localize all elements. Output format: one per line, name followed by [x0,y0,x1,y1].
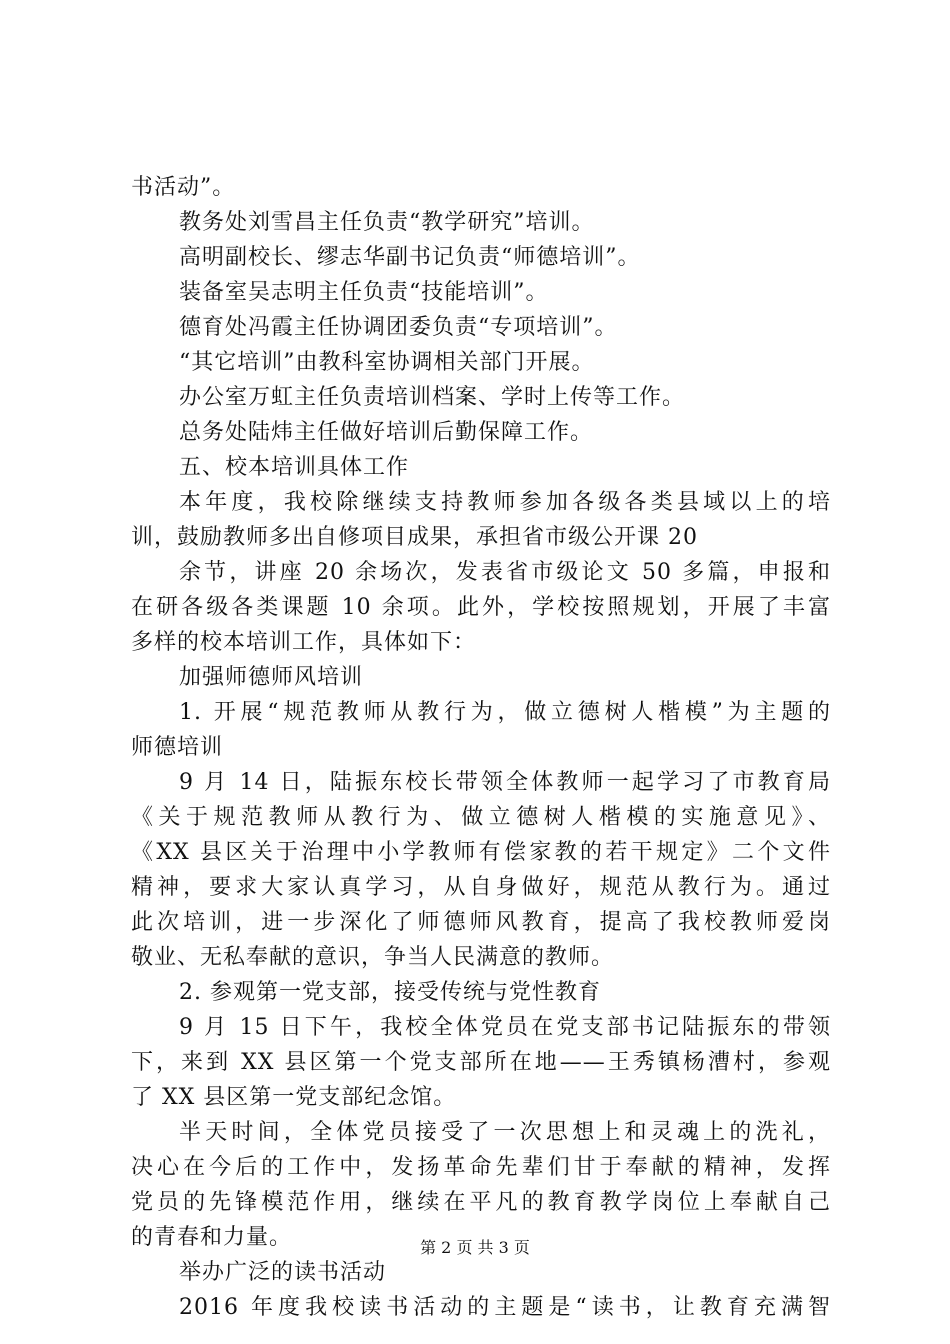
text-line: 总务处陆炜主任做好培训后勤保障工作。 [179,420,594,445]
text-line: 9 月 15 日下午，我校全体党员在党支部书记陆振东的带领 [179,1015,831,1040]
text-line: 在研各级各类课题 10 余项。此外，学校按照规划，开展了丰富 [131,595,831,620]
text-line: 此次培训，进一步深化了师德师风教育，提高了我校教师爱岗 [131,910,831,935]
text-line: 办公室万虹主任负责培训档案、学时上传等工作。 [179,385,686,410]
text-line: 本年度，我校除继续支持教师参加各级各类县域以上的培 [179,490,831,515]
text-line: 高明副校长、缪志华副书记负责“师德培训”。 [179,245,641,270]
text-line: 9 月 14 日，陆振东校长带领全体教师一起学习了市教育局 [179,770,831,795]
text-line: 敬业、无私奉献的意识，争当人民满意的教师。 [131,945,615,970]
text-line: 的青春和力量。 [131,1225,293,1250]
text-line: “其它培训”由教科室协调相关部门开展。 [179,350,595,375]
page-footer: 第 2 页 共 3 页 [420,1238,530,1257]
text-line: 五、校本培训具体工作 [179,455,410,480]
text-line: 党员的先锋模范作用，继续在平凡的教育教学岗位上奉献自己 [131,1190,831,1215]
text-line: 多样的校本培训工作，具体如下： [131,630,477,655]
text-line: 加强师德师风培训 [179,665,364,690]
text-line: 决心在今后的工作中，发扬革命先辈们甘于奉献的精神，发挥 [131,1155,831,1180]
text-line: 举办广泛的读书活动 [179,1260,387,1285]
text-line: 下，来到 XX 县区第一个党支部所在地——王秀镇杨漕村，参观 [131,1050,831,1075]
text-line: 德育处冯霞主任协调团委负责“专项培训”。 [179,315,618,340]
text-line: 训，鼓励教师多出自修项目成果，承担省市级公开课 20 [131,525,698,550]
text-line: 《关于规范教师从教行为、做立德树人楷模的实施意见》、 [131,805,831,830]
text-line: 2016 年度我校读书活动的主题是“读书，让教育充满智 [179,1295,831,1320]
text-line: 半天时间，全体党员接受了一次思想上和灵魂上的洗礼， [179,1120,831,1145]
text-line: 1. 开展“规范教师从教行为，做立德树人楷模”为主题的 [179,700,831,725]
text-line: 师德培训 [131,735,224,760]
text-line: 精神，要求大家认真学习，从自身做好，规范从教行为。通过 [131,875,831,900]
text-line: 教务处刘雪昌主任负责“教学研究”培训。 [179,210,595,235]
text-line: 了 XX 县区第一党支部纪念馆。 [131,1085,457,1110]
text-line: 2. 参观第一党支部，接受传统与党性教育 [179,980,601,1005]
text-line: 书活动”。 [131,175,236,200]
text-line: 装备室吴志明主任负责“技能培训”。 [179,280,549,305]
text-line: 余节，讲座 20 余场次，发表省市级论文 50 多篇，申报和 [179,560,831,585]
document-body [131,170,831,1325]
text-line: 《XX 县区关于治理中小学教师有偿家教的若干规定》二个文件 [131,840,831,865]
